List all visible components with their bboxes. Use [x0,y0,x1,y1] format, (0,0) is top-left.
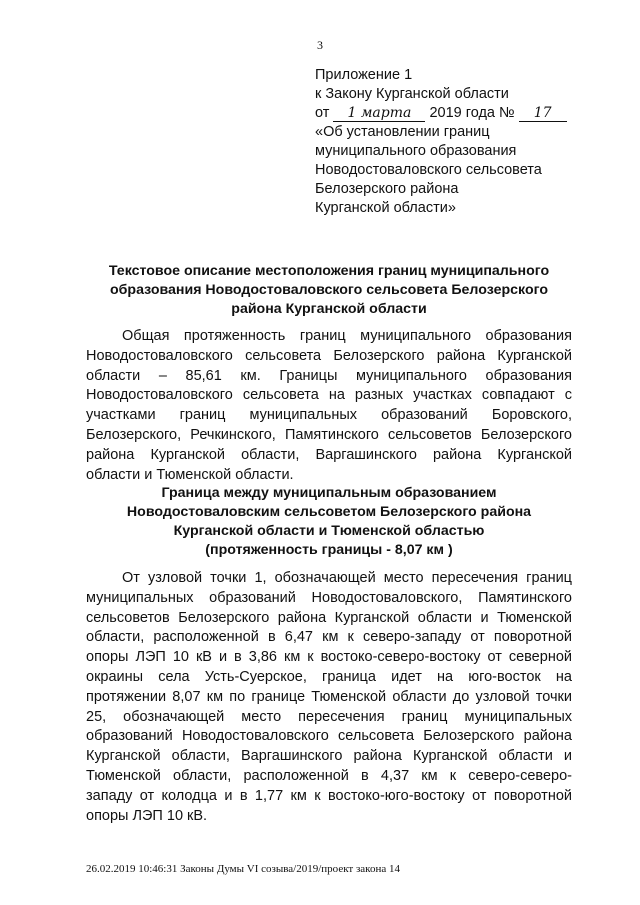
page-number: 3 [317,38,323,52]
paragraph-total-length [86,327,572,485]
handwritten-date: 1 марта [333,106,425,122]
appendix-title: Приложение 1 [315,67,413,83]
paragraph-line: опоры ЛЭП 10 кВ и в 3,86 км к востоко-северо-востоку от северной [86,649,572,666]
section-title-line: Новодостоваловским сельсоветом Белозерского района [126,504,532,520]
paragraph-line: От узловой точки 1, обозначающей место пересечения границ [122,570,572,586]
paragraph-line: области и Тюменской области. [86,466,294,483]
paragraph-line: Новодостоваловского сельсовета на разных участках совпадают с [86,387,572,404]
paragraph-line: опоры ЛЭП 10 кВ. [86,807,208,824]
paragraph-boundary-description [86,569,572,826]
paragraph-line: Белозерского, Речкинского, Памятинского сельсоветов Белозерского [86,426,572,443]
appendix-law-title-3: Новодостоваловского сельсовета [315,162,542,178]
date-suffix: 2019 года № [429,105,515,121]
main-title-line: образования Новодостоваловского сельсовета Белозерского [109,282,549,298]
paragraph-line: области, расположенной в 6,47 км к северо-западу от поворотной [86,629,572,646]
main-title-line: района Курганской области [231,301,427,317]
paragraph-line: района Курганской области, Варгашинского района Курганской [86,446,572,463]
appendix-law-title-4: Белозерского района [315,181,459,197]
appendix-law-title-1: «Об установлении границ [315,124,490,140]
section-title-line: (протяженность границы - 8,07 км ) [205,542,453,558]
appendix-law-title-2: муниципального образования [315,143,517,159]
paragraph-line: сельсоветов Белозерского района Курганской области и Тюменской [86,609,572,626]
section-title-line: Курганской области и Тюменской областью [173,523,485,539]
paragraph-line: западу от колодца и в 1,77 км к востоко-юго-востоку от поворотной [86,787,572,804]
appendix-law-title-5: Курганской области» [315,200,456,216]
handwritten-number: 17 [519,106,567,122]
paragraph-line: окраины села Усть-Суерское, граница идет на юго-восток на [86,668,572,685]
paragraph-line: протяжении 8,07 км по границе Тюменской области до узловой точки [86,688,572,705]
section-title-line: Граница между муниципальным образованием [161,485,497,501]
main-title [86,262,572,319]
paragraph-line: муниципальных образований Новодостоваловского, Памятинского [86,589,572,606]
appendix-date-line [315,104,615,123]
paragraph-line: участками границ муниципальных образований Боровского, [86,407,572,424]
main-title-line: Текстовое описание местоположения границ муниципального [108,263,550,279]
section-title [86,484,572,560]
paragraph-line: образований Новодостоваловского сельсовета Белозерского района [86,728,572,745]
paragraph-line: Новодостоваловского сельсовета Белозерского района Курганской [86,347,572,364]
appendix-law-ref: к Закону Курганской области [315,86,509,102]
paragraph-line: Курганской области, Варгашинского района Курганской области и [86,748,572,765]
footer-stamp: 26.02.2019 10:46:31 Законы Думы VI созыва/2019/проект закона 14 [86,863,400,875]
paragraph-line: Тюменской области, расположенной в 4,37 км к северо-северо- [86,767,572,784]
paragraph-line: 25, обозначающей место пересечения границ муниципальных [86,708,572,725]
paragraph-line: Общая протяженность границ муниципального образования [122,328,572,344]
paragraph-line: области – 85,61 км. Границы муниципального образования [86,367,572,384]
date-prefix: от [315,105,330,121]
appendix-block [315,66,615,218]
